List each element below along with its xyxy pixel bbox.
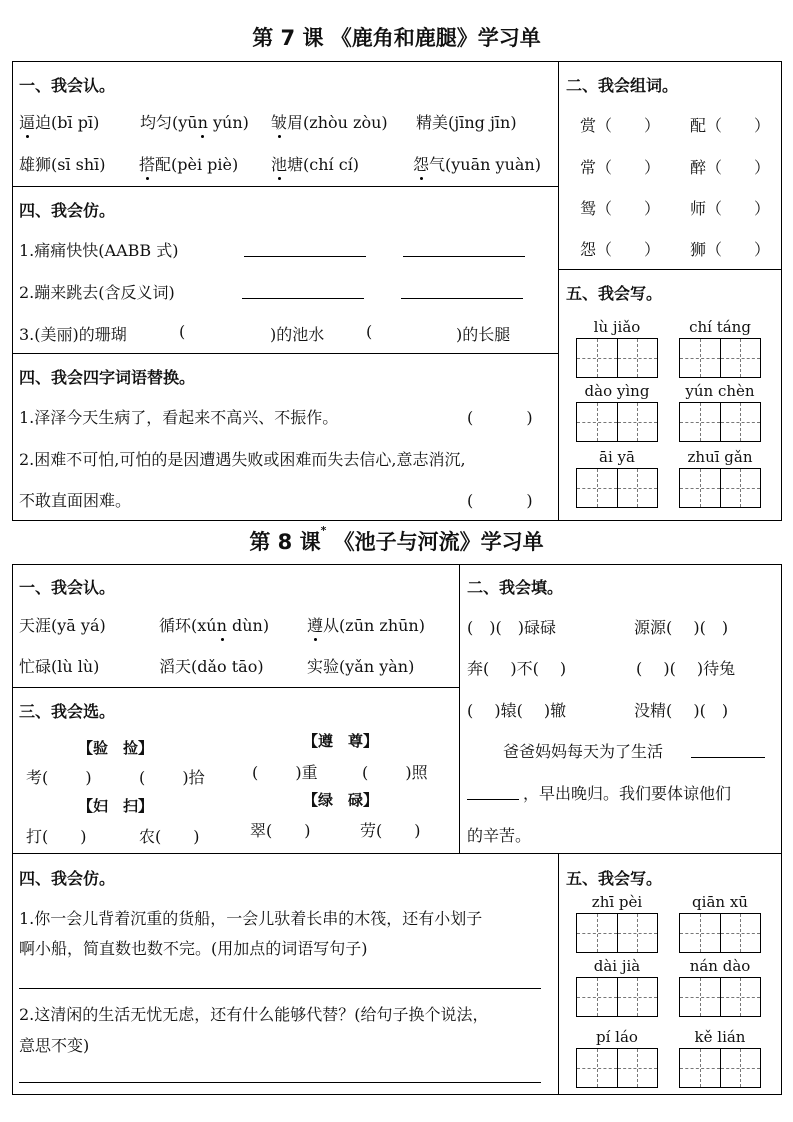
- pinyin: dài jià: [593, 957, 641, 975]
- fill-idiom: 没精( )( ): [634, 701, 729, 720]
- l7-word-zhoumei: 皱眉(zhòu zòu): [271, 110, 388, 133]
- l8-imitate-header: 四、我会仿。: [19, 869, 116, 888]
- writing-grid[interactable]: [679, 338, 761, 378]
- lesson7-title: 第 7 课 《鹿角和鹿腿》学习单: [252, 26, 541, 50]
- fill-idiom: ( )( )待兔: [636, 659, 736, 678]
- l7-word-chang: 常（ ）: [580, 158, 661, 177]
- choice-blank: ( )拾: [139, 768, 205, 787]
- writing-grid[interactable]: [576, 1048, 658, 1088]
- choice-blank: ( )照: [362, 763, 428, 782]
- writing-grid[interactable]: [679, 402, 761, 442]
- answer-paren[interactable]: ( ): [467, 491, 533, 510]
- writing-grid[interactable]: [576, 338, 658, 378]
- l8-read-header: 一、我会认。: [19, 578, 116, 597]
- paren-open: (: [179, 322, 186, 341]
- pinyin: lù jiǎo: [593, 318, 641, 336]
- l7-word-dapei: 搭配(pèi piè): [139, 152, 238, 175]
- l8-fill-header: 二、我会填。: [467, 578, 564, 597]
- writing-grid[interactable]: [679, 913, 761, 953]
- lesson8-title: 第 8 课* 《池子与河流》学习单: [249, 524, 544, 554]
- answer-line[interactable]: [401, 298, 523, 299]
- choice-group: 【妇 扫】: [78, 797, 154, 815]
- answer-line[interactable]: [19, 1082, 541, 1083]
- choice-group: 【绿 碌】: [303, 791, 379, 809]
- choice-blank: 打( ): [26, 827, 87, 846]
- answer-line[interactable]: [403, 256, 525, 257]
- fill-sentence-2: ，早出晚归。我们要体谅他们: [523, 784, 732, 803]
- l7-word-shang: 赏（ ）: [580, 116, 661, 135]
- l7-replace-q1: 1.泽泽今天生病了，看起来不高兴、不振作。: [19, 408, 339, 427]
- l7-word-shi: 师（ ）: [690, 199, 771, 218]
- l7-imitate-q1: 1.痛痛快快(AABB 式): [19, 241, 179, 260]
- answer-paren[interactable]: ( ): [467, 408, 533, 427]
- fill-sentence-1: 爸爸妈妈每天为了生活: [503, 742, 664, 761]
- l7-word-chitang: 池塘(chí cí): [271, 152, 359, 175]
- l8-imitate-q2b: 意思不变): [19, 1036, 90, 1055]
- fill-idiom: ( )辕( )辙: [467, 701, 567, 720]
- l7-word-pei: 配（ ）: [690, 116, 771, 135]
- l7-word-yuanqi: 怨气(yuān yuàn): [413, 152, 541, 175]
- l7-replace-header: 四、我会四字词语替换。: [19, 368, 196, 387]
- l8-choose-header: 三、我会选。: [19, 702, 116, 721]
- l7-word-shi2: 狮（ ）: [690, 240, 771, 259]
- paren-open: (: [366, 322, 373, 341]
- l7-word-zui: 醉（ ）: [690, 158, 771, 177]
- answer-line[interactable]: [244, 256, 366, 257]
- l8-word-shiyan: 实验(yǎn yàn): [307, 657, 415, 676]
- l7-imitate-q3b: )的池水: [270, 325, 325, 344]
- answer-line[interactable]: [242, 298, 364, 299]
- l8-imitate-q2a: 2.这清闲的生活无忧无虑，还有什么能够代替？(给句子换个说法，: [19, 1005, 489, 1024]
- choice-blank: ( )重: [252, 763, 318, 782]
- pinyin: yún chèn: [685, 382, 755, 400]
- fill-idiom: ( )( )碌碌: [467, 618, 556, 637]
- writing-grid[interactable]: [576, 977, 658, 1017]
- choice-blank: 农( ): [139, 827, 200, 846]
- l8-imitate-q1b: 啊小船，简直数也数不完。(用加点的词语写句子): [19, 939, 368, 958]
- l7-word-xiongshi: 雄狮(sī shī): [19, 155, 106, 174]
- pinyin: nán dào: [689, 957, 751, 975]
- pinyin: pí láo: [596, 1028, 638, 1046]
- l7-imitate-q2: 2.蹦来跳去(含反义词): [19, 283, 175, 302]
- l8-imitate-box: [12, 853, 559, 1095]
- l7-word-yuan2: 怨（ ）: [580, 240, 661, 259]
- answer-line[interactable]: [691, 757, 765, 758]
- choice-blank: 劳( ): [360, 821, 421, 840]
- pinyin: dào yìng: [584, 382, 650, 400]
- pinyin: āi yā: [599, 448, 635, 466]
- choice-blank: 考( ): [26, 768, 92, 787]
- fill-sentence-3: 的辛苦。: [467, 826, 532, 845]
- writing-grid[interactable]: [679, 468, 761, 508]
- l7-read-row1: 逼迫(bī pī): [19, 110, 99, 133]
- l7-read-header: 一、我会认。: [19, 76, 116, 95]
- writing-grid[interactable]: [679, 1048, 761, 1088]
- l7-write-header: 五、我会写。: [566, 284, 663, 303]
- choice-group: 【验 捡】: [78, 739, 154, 757]
- l7-imitate-header: 四、我会仿。: [19, 201, 116, 220]
- l8-word-zuncong: 遵从(zūn zhūn): [307, 613, 425, 636]
- l7-word-yuan: 鸳（ ）: [580, 199, 661, 218]
- answer-line[interactable]: [19, 988, 541, 989]
- writing-grid[interactable]: [679, 977, 761, 1017]
- pinyin: chí táng: [689, 318, 751, 336]
- choice-blank: 翠( ): [250, 821, 311, 840]
- l8-imitate-q1a: 1.你一会儿背着沉重的货船，一会儿驮着长串的木筏，还有小划子: [19, 909, 483, 928]
- fill-idiom: 奔( )不( ): [467, 659, 567, 678]
- pinyin: kě lián: [694, 1028, 746, 1046]
- writing-grid[interactable]: [576, 468, 658, 508]
- answer-line[interactable]: [467, 799, 519, 800]
- l7-word-jingmei: 精美(jīng jīn): [416, 113, 517, 132]
- pinyin: zhī pèi: [591, 893, 643, 911]
- l8-word-manglu: 忙碌(lù lù): [19, 657, 100, 676]
- l8-word-tianya: 天涯(yā yá): [19, 616, 106, 635]
- pinyin: zhuī gǎn: [687, 448, 753, 466]
- l8-word-taotian: 滔天(dǎo tāo): [159, 657, 264, 676]
- l8-write-header: 五、我会写。: [566, 869, 663, 888]
- l7-imitate-q3c: )的长腿: [456, 325, 511, 344]
- l8-word-xunhuan: 循环(xún dùn): [159, 613, 269, 636]
- l7-replace-q2b: 不敢直面困难。: [19, 491, 132, 510]
- pinyin: qiān xū: [692, 893, 748, 911]
- writing-grid[interactable]: [576, 913, 658, 953]
- l7-replace-q2a: 2.困难不可怕,可怕的是因遭遇失败或困难而失去信心,意志消沉,: [19, 450, 466, 469]
- l7-word-junyun: 均匀(yūn yún): [140, 110, 249, 133]
- choice-group: 【遵 尊】: [303, 732, 379, 750]
- l7-words-header: 二、我会组词。: [566, 76, 679, 95]
- fill-idiom: 源源( )( ): [634, 618, 729, 637]
- writing-grid[interactable]: [576, 402, 658, 442]
- l7-imitate-q3: 3.(美丽)的珊瑚: [19, 325, 127, 344]
